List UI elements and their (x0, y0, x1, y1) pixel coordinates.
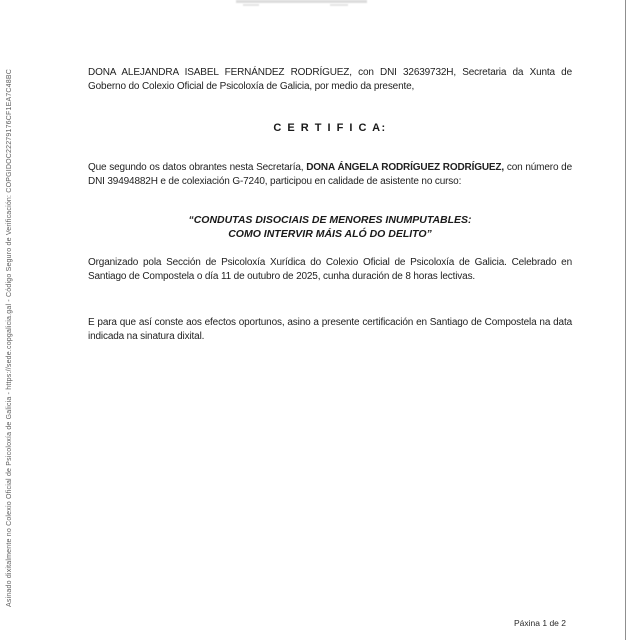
cropped-header-artifact-mark (330, 4, 348, 6)
digital-signature-verification-text: Asinado dixitalmente no Colexio Oficial de Psicoloxía de Galicia - https://sede.copgalicia.gal - Código Seguro de Verificación: COPGIDOC22279176CF1EA7C48BC (6, 69, 13, 607)
attendee-statement (88, 161, 572, 190)
course-title (88, 213, 572, 241)
organizer-statement: Organizado pola Sección de Psicoloxía Xurídica do Colexio Oficial de Psicoloxía de Galicia. Celebrado en Santiago de Compostela o día 11 de outubro de 2025, cunha duración de 8 horas lectivas. (88, 257, 572, 283)
attendee-statement-suffix: con número de DNI 39494882H e de colexiación G-7240, participou en calidade de asistente no curso: (88, 162, 572, 188)
course-title-line2: COMO INTERVIR MÁIS ALÓ DO DELITO” (228, 228, 432, 240)
page-number: Páxina 1 de 2 (514, 618, 566, 628)
attendee-name: DONA ÁNGELA RODRÍGUEZ RODRÍGUEZ, (306, 162, 505, 173)
course-title-line1: “CONDUTAS DISOCIAIS DE MENORES INUMPUTABLES: (188, 214, 472, 226)
closing-statement: E para que así conste aos efectos oportunos, asino a presente certificación en Santiago de Compostela na data indicada na sinatura dixital. (88, 317, 572, 343)
attendee-statement-prefix: Que segundo os datos obrantes nesta Secretaría, (88, 162, 307, 173)
certifies-heading: C E R T I F I C A: (273, 122, 387, 134)
cropped-header-artifact (236, 0, 367, 3)
page-right-edge-line (625, 0, 626, 640)
issuer-statement: DONA ALEJANDRA ISABEL FERNÁNDEZ RODRÍGUEZ, con DNI 32639732H, Secretaria da Xunta de Goberno do Colexio Oficial de Psicoloxía de Galicia, por medio da presente, (88, 67, 572, 93)
cropped-header-artifact-mark (243, 4, 259, 6)
